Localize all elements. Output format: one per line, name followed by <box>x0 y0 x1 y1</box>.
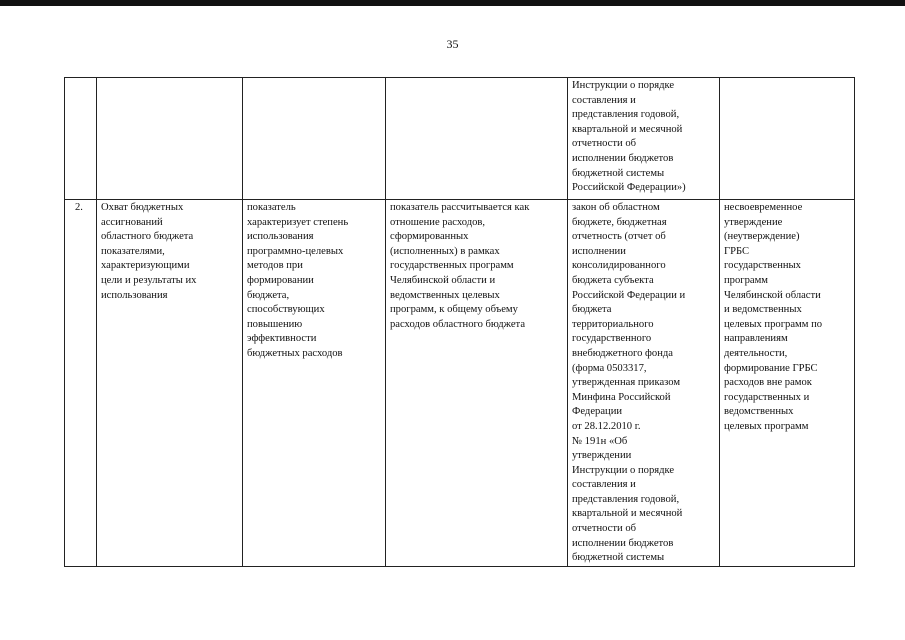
cell-name <box>97 78 243 200</box>
cell-description <box>243 78 386 200</box>
indicator-table <box>64 77 855 567</box>
page-number: 35 <box>446 37 459 51</box>
cell-num: 2. <box>65 200 97 567</box>
cell-source: закон об областном бюджете, бюджетная отчетность (отчет об исполнении консолидированного бюджета субъекта Российской Федерации и бюджета территориального государственного внебюджетного фонда (форма 0503317, утвержденная приказом Минфина Российской Федерации от 28.12.2010 г. № 191н «Об утверждении Инструкции о порядке составления и представления годовой, квартальной и месячной отчетности об исполнении бюджетов бюджетной системы <box>568 200 720 567</box>
cell-num <box>65 78 97 200</box>
cell-calculation <box>386 78 568 200</box>
cell-source: Инструкции о порядке составления и представления годовой, квартальной и месячной отчетности об исполнении бюджетов бюджетной системы Российской Федерации») <box>568 78 720 200</box>
cell-name: Охват бюджетных ассигнований областного бюджета показателями, характеризующими цели и результаты их использования <box>97 200 243 567</box>
cell-calculation: показатель рассчитывается как отношение расходов, сформированных (исполненных) в рамках государственных программ Челябинской области и ведомственных целевых программ, к общему объему расходов областного бюджета <box>386 200 568 567</box>
page-top-edge <box>0 0 905 6</box>
cell-description: показатель характеризует степень использования программно-целевых методов при формировании бюджета, способствующих повышению эффективности бюджетных расходов <box>243 200 386 567</box>
cell-risk: несвоевременное утверждение (неутверждение) ГРБС государственных программ Челябинской области и ведомственных целевых программ по направлениям деятельности, формирование ГРБС расходов вне рамок государственных и ведомственных целевых программ <box>720 200 855 567</box>
table-row-continuation <box>65 78 855 200</box>
table-row-2 <box>65 200 855 567</box>
cell-risk <box>720 78 855 200</box>
